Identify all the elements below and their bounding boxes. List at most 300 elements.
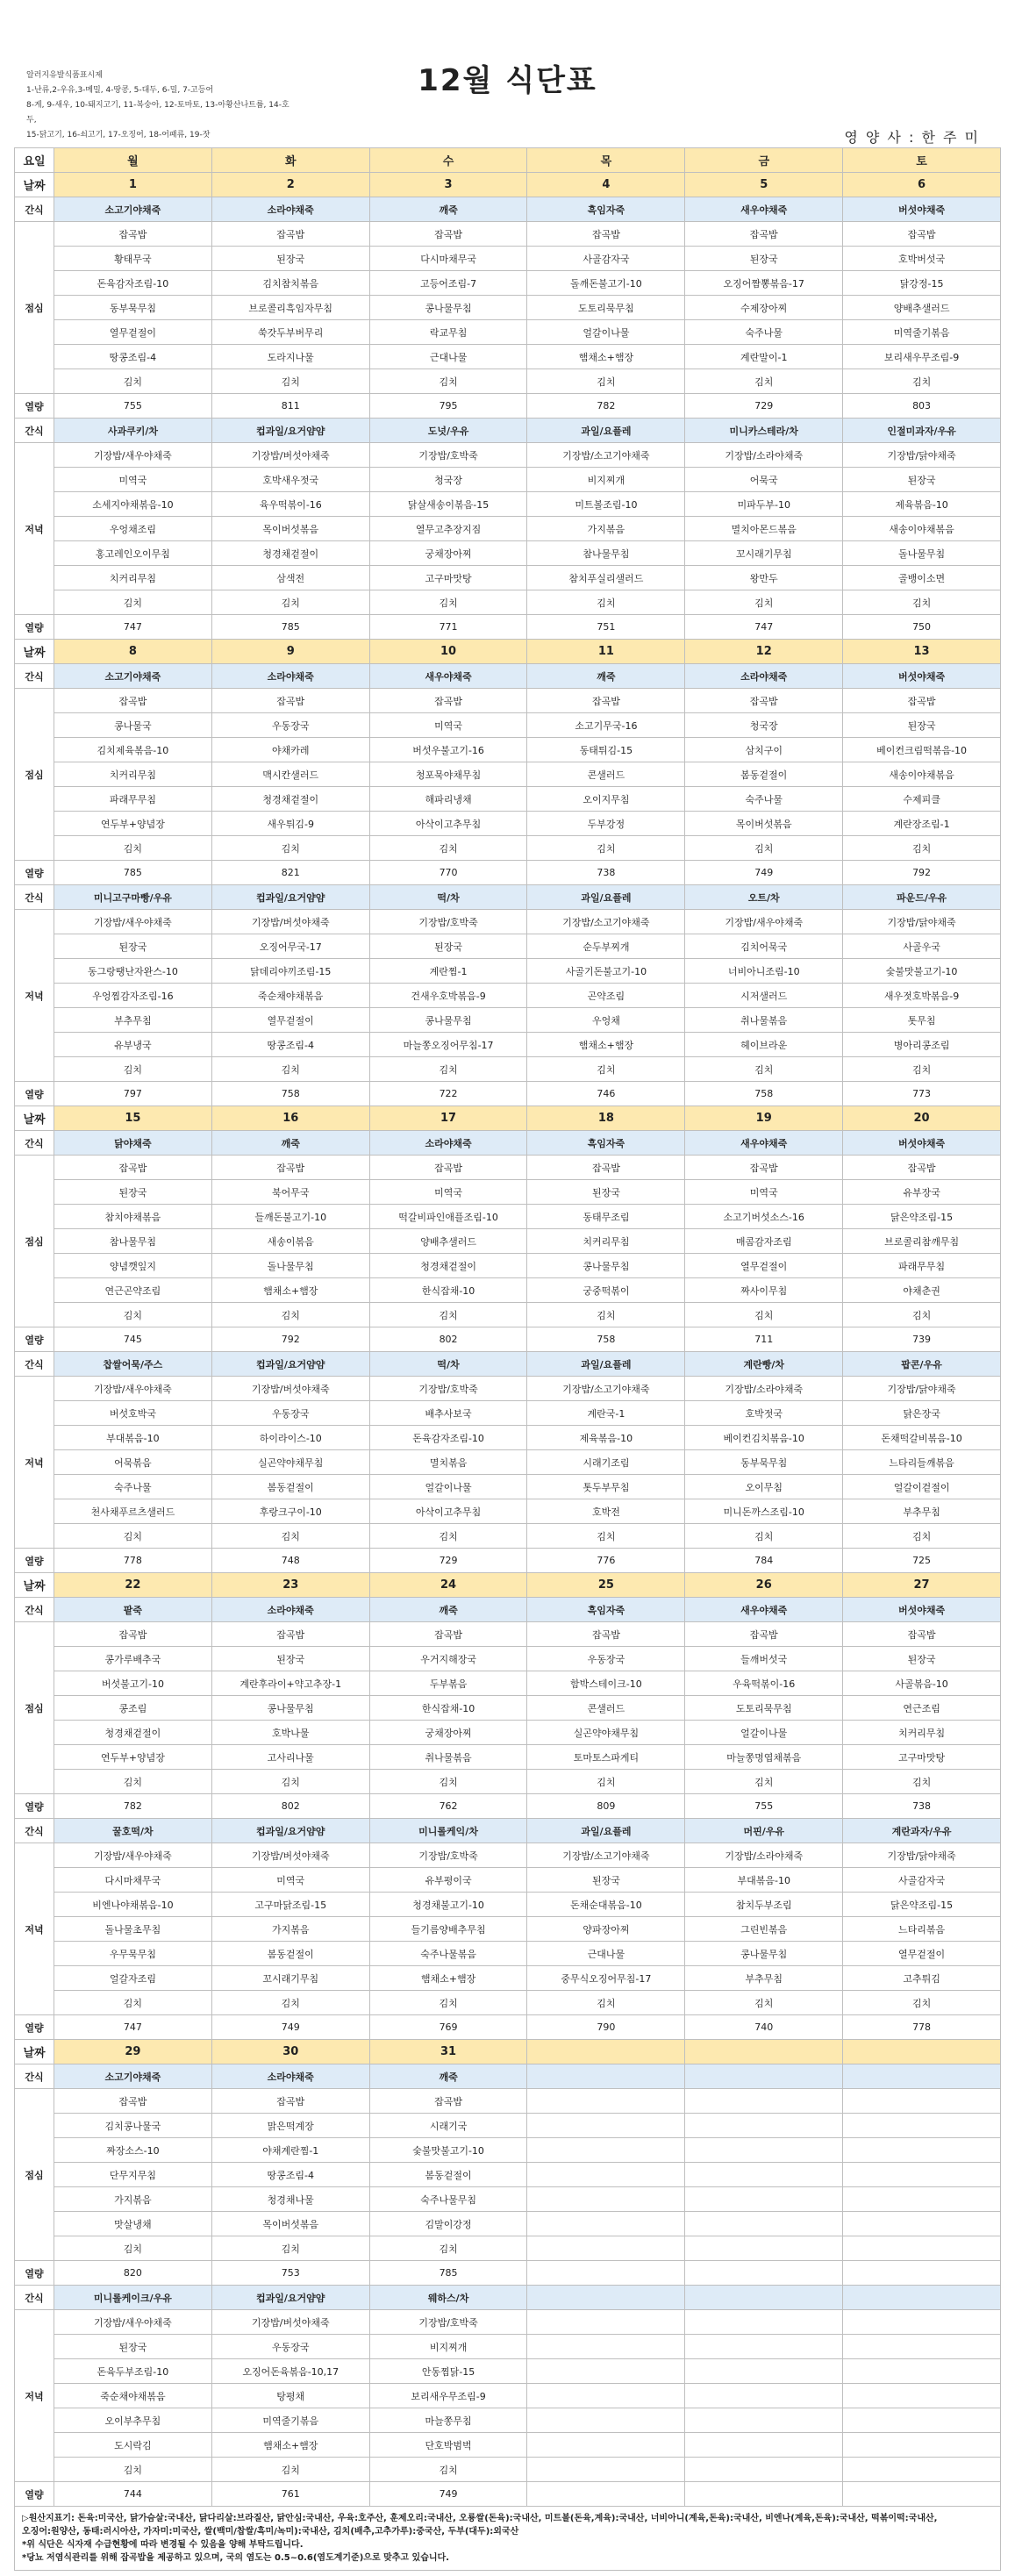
menu-item: 김치 — [685, 369, 843, 394]
menu-item: 김치 — [843, 1303, 1001, 1327]
menu-item: 기장밥/소라야채죽 — [685, 1843, 843, 1868]
kcal-label: 열량 — [15, 1549, 54, 1573]
dinner-row — [15, 1843, 1001, 1868]
menu-item: 근대나물 — [527, 1942, 685, 1966]
lunch-row — [15, 222, 1001, 247]
menu-item — [527, 2187, 685, 2212]
menu-item: 미니돈까스조림-10 — [685, 1499, 843, 1524]
menu-item: 시래기국 — [369, 2114, 527, 2138]
lunch-row — [15, 296, 1001, 320]
footer-line: *위 식단은 식자재 수급현황에 따라 변경될 수 있음을 양해 부탁드립니다. — [22, 2540, 304, 2550]
lunch-row — [15, 1205, 1001, 1229]
menu-item: 계란찜-1 — [369, 959, 527, 984]
menu-item: 우엉채 — [527, 1008, 685, 1033]
kcal-cell: 782 — [527, 394, 685, 419]
dinner-row — [15, 517, 1001, 541]
kcal-cell: 729 — [369, 1549, 527, 1573]
dinner-kcal-row — [15, 2015, 1001, 2040]
dinner-row — [15, 934, 1001, 959]
lunch-row — [15, 787, 1001, 812]
menu-item: 계란말이-1 — [685, 345, 843, 369]
date-cell: 20 — [843, 1106, 1001, 1131]
kcal-cell: 725 — [843, 1549, 1001, 1573]
menu-item: 우동장국 — [527, 1647, 685, 1671]
menu-item — [527, 2236, 685, 2261]
menu-item: 두부강정 — [527, 812, 685, 836]
lunch-row — [15, 738, 1001, 762]
menu-item: 들기름양배추무침 — [369, 1917, 527, 1942]
menu-item: 콩나물국 — [54, 713, 212, 738]
menu-item: 제육볶음-10 — [527, 1426, 685, 1450]
snack-cell: 소라야채죽 — [211, 1598, 369, 1622]
menu-item: 유부평이국 — [369, 1868, 527, 1893]
am-snack-row — [15, 1598, 1001, 1622]
menu-item: 어묵국 — [685, 468, 843, 492]
menu-item: 호박버섯국 — [843, 247, 1001, 271]
date-row — [15, 1573, 1001, 1598]
menu-item: 사골기돈불고기-10 — [527, 959, 685, 984]
menu-item: 청경채겉절이 — [54, 1721, 212, 1745]
snack-cell: 버섯야채죽 — [843, 197, 1001, 222]
menu-item: 수제장아찌 — [685, 296, 843, 320]
kcal-cell — [527, 2261, 685, 2286]
menu-item: 참치푸실리샐러드 — [527, 566, 685, 590]
menu-item: 소세지야채볶음-10 — [54, 492, 212, 517]
menu-item: 얼갈이나물 — [369, 1475, 527, 1499]
kcal-label: 열량 — [15, 394, 54, 419]
dinner-row — [15, 1942, 1001, 1966]
kcal-cell: 792 — [843, 861, 1001, 885]
menu-item: 김치 — [369, 590, 527, 615]
menu-item: 돌나물초무침 — [54, 1917, 212, 1942]
menu-item: 김치 — [685, 1770, 843, 1794]
kcal-cell: 758 — [211, 1082, 369, 1106]
kcal-cell: 770 — [369, 861, 527, 885]
snack-cell — [685, 2286, 843, 2310]
date-label: 날짜 — [15, 1106, 54, 1131]
menu-item: 잡곡밥 — [369, 1622, 527, 1647]
menu-item: 기장밥/닭야채죽 — [843, 443, 1001, 468]
dinner-row — [15, 959, 1001, 984]
menu-item: 돈채순대볶음-10 — [527, 1893, 685, 1917]
menu-item: 맑은떡계장 — [211, 2114, 369, 2138]
menu-item: 계란국-1 — [527, 1401, 685, 1426]
menu-item: 돌깨돈불고기-10 — [527, 271, 685, 296]
menu-item: 새송이야채볶음 — [843, 762, 1001, 787]
menu-item: 들깨버섯국 — [685, 1647, 843, 1671]
snack-cell: 깨죽 — [527, 664, 685, 689]
menu-item: 된장국 — [843, 1647, 1001, 1671]
menu-item: 기장밥/버섯야채죽 — [211, 2310, 369, 2335]
dinner-label: 저녁 — [15, 1843, 54, 2015]
pm-snack-row — [15, 419, 1001, 443]
lunch-kcal-row — [15, 1794, 1001, 1819]
menu-item: 된장국 — [527, 1868, 685, 1893]
menu-item: 미파두부-10 — [685, 492, 843, 517]
snack-cell — [527, 2064, 685, 2089]
menu-item: 천사채푸르츠샐러드 — [54, 1499, 212, 1524]
menu-item: 궁채장아찌 — [369, 541, 527, 566]
menu-item: 햄채소+햄장 — [527, 345, 685, 369]
menu-item: 느타리볶음 — [843, 1917, 1001, 1942]
menu-item — [527, 2335, 685, 2359]
kcal-cell: 782 — [54, 1794, 212, 1819]
menu-item: 된장국 — [211, 247, 369, 271]
weekday-cell: 목 — [527, 148, 685, 173]
kcal-cell: 811 — [211, 394, 369, 419]
footer-notes — [14, 2507, 1001, 2571]
date-cell: 5 — [685, 173, 843, 197]
menu-item: 미역국 — [54, 468, 212, 492]
date-cell: 10 — [369, 640, 527, 664]
am-snack-row — [15, 1131, 1001, 1156]
menu-item: 잡곡밥 — [527, 1622, 685, 1647]
kcal-cell: 722 — [369, 1082, 527, 1106]
menu-item: 톳두부무침 — [527, 1475, 685, 1499]
menu-item: 고구마맛탕 — [843, 1745, 1001, 1770]
dinner-row — [15, 1917, 1001, 1942]
menu-item: 된장국 — [843, 468, 1001, 492]
date-label: 날짜 — [15, 173, 54, 197]
snack-cell: 사과쿠키/차 — [54, 419, 212, 443]
menu-item: 치커리무침 — [527, 1229, 685, 1254]
kcal-cell: 711 — [685, 1327, 843, 1352]
menu-item — [527, 2114, 685, 2138]
menu-item: 목이버섯볶음 — [685, 812, 843, 836]
menu-item: 김치 — [54, 369, 212, 394]
menu-item: 콩조림 — [54, 1696, 212, 1721]
kcal-cell — [685, 2261, 843, 2286]
date-cell: 1 — [54, 173, 212, 197]
menu-item: 취나물볶음 — [369, 1745, 527, 1770]
menu-item: 병아리콩조림 — [843, 1033, 1001, 1057]
menu-item: 기장밥/닭야채죽 — [843, 910, 1001, 934]
nutritionist-name: 영 양 사 : 한 주 미 — [844, 129, 980, 146]
snack-cell: 인절미과자/우유 — [843, 419, 1001, 443]
snack-cell: 컵과일/요거얌얌 — [211, 1819, 369, 1843]
menu-item: 우동장국 — [211, 1401, 369, 1426]
menu-item: 떡갈비파인애플조림-10 — [369, 1205, 527, 1229]
menu-item: 치커리무침 — [843, 1721, 1001, 1745]
lunch-row — [15, 345, 1001, 369]
kcal-cell: 747 — [54, 2015, 212, 2040]
menu-item: 잡곡밥 — [54, 2089, 212, 2114]
menu-item: 김치 — [211, 369, 369, 394]
lunch-row — [15, 320, 1001, 345]
snack-cell: 소고기야채죽 — [54, 197, 212, 222]
dinner-row — [15, 1426, 1001, 1450]
menu-item: 느타리들깨볶음 — [843, 1450, 1001, 1475]
kcal-cell — [843, 2482, 1001, 2507]
menu-item: 들깨돈불고기-10 — [211, 1205, 369, 1229]
menu-item: 기장밥/닭야채죽 — [843, 1377, 1001, 1401]
menu-item: 오징어돈육볶음-10,17 — [211, 2359, 369, 2384]
menu-item: 봄동겉절이 — [211, 1942, 369, 1966]
menu-item: 참치야채볶음 — [54, 1205, 212, 1229]
menu-item: 버섯불고기-10 — [54, 1671, 212, 1696]
menu-item: 우무묵무침 — [54, 1942, 212, 1966]
menu-item: 동태무조림 — [527, 1205, 685, 1229]
menu-item: 김치 — [527, 1303, 685, 1327]
kcal-cell: 749 — [685, 861, 843, 885]
kcal-cell: 747 — [54, 615, 212, 640]
kcal-cell: 785 — [54, 861, 212, 885]
snack-cell: 컵과일/요거얌얌 — [211, 419, 369, 443]
menu-item: 실곤약야채무침 — [527, 1721, 685, 1745]
menu-item: 기장밥/소라야채죽 — [685, 443, 843, 468]
menu-item: 미역국 — [369, 713, 527, 738]
menu-item: 양파장아찌 — [527, 1917, 685, 1942]
menu-item: 오이지무침 — [527, 787, 685, 812]
menu-item: 사골볶음-10 — [843, 1671, 1001, 1696]
lunch-row — [15, 1721, 1001, 1745]
menu-item: 잡곡밥 — [685, 1156, 843, 1180]
menu-item: 오이무침 — [685, 1475, 843, 1499]
menu-item: 김치 — [211, 2236, 369, 2261]
menu-item — [685, 2433, 843, 2458]
menu-item: 닭데리야끼조림-15 — [211, 959, 369, 984]
menu-item: 토마토스파게티 — [527, 1745, 685, 1770]
dinner-label: 저녁 — [15, 910, 54, 1082]
menu-item: 파래무무침 — [843, 1254, 1001, 1278]
menu-item — [843, 2384, 1001, 2408]
menu-item: 오징어짬뽕볶음-17 — [685, 271, 843, 296]
menu-item: 콩나물무침 — [369, 1008, 527, 1033]
weekday-row — [15, 148, 1001, 173]
menu-item: 콩나물무침 — [369, 296, 527, 320]
menu-item: 얼갈이나물 — [685, 1721, 843, 1745]
menu-item: 닭은약조림-15 — [843, 1205, 1001, 1229]
menu-item: 땅콩조림-4 — [211, 2163, 369, 2187]
snack-label: 간식 — [15, 419, 54, 443]
menu-item: 숙주나물 — [54, 1475, 212, 1499]
weekday-cell: 수 — [369, 148, 527, 173]
menu-item: 하이라이스-10 — [211, 1426, 369, 1450]
lunch-row — [15, 1278, 1001, 1303]
menu-item: 김치콩나물국 — [54, 2114, 212, 2138]
menu-item: 양념깻잎지 — [54, 1254, 212, 1278]
dinner-row — [15, 1057, 1001, 1082]
menu-item: 김치 — [211, 590, 369, 615]
weekday-cell: 화 — [211, 148, 369, 173]
lunch-row — [15, 369, 1001, 394]
menu-item: 후랑크구이-10 — [211, 1499, 369, 1524]
menu-item: 김치 — [369, 836, 527, 861]
lunch-row — [15, 713, 1001, 738]
menu-item: 마늘쫑무침 — [369, 2408, 527, 2433]
menu-item: 김치 — [369, 2458, 527, 2482]
snack-label: 간식 — [15, 885, 54, 910]
menu-item: 실곤약야채무침 — [211, 1450, 369, 1475]
menu-item: 왕만두 — [685, 566, 843, 590]
menu-item: 기장밥/호박죽 — [369, 1843, 527, 1868]
menu-item — [843, 2212, 1001, 2236]
menu-item: 브로콜리흑임자무침 — [211, 296, 369, 320]
menu-item: 잡곡밥 — [54, 222, 212, 247]
menu-item — [843, 2335, 1001, 2359]
menu-item: 베이컨김치볶음-10 — [685, 1426, 843, 1450]
menu-item: 꼬시래기무침 — [685, 541, 843, 566]
menu-table — [14, 147, 1001, 2507]
snack-cell: 컵과일/요거얌얌 — [211, 1352, 369, 1377]
menu-item: 김치 — [54, 836, 212, 861]
allergy-line: 1-난류,2-우유,3-메밀, 4-땅콩, 5-대두, 6-밀, 7-고등어 — [26, 86, 214, 95]
kcal-cell: 758 — [685, 1082, 843, 1106]
menu-item — [527, 2359, 685, 2384]
snack-label: 간식 — [15, 1819, 54, 1843]
dinner-row — [15, 2310, 1001, 2335]
snack-cell: 컵과일/요거얌얌 — [211, 885, 369, 910]
menu-item: 된장국 — [54, 1180, 212, 1205]
menu-item: 오징어무국-17 — [211, 934, 369, 959]
menu-item: 김치 — [54, 1991, 212, 2015]
dinner-row — [15, 541, 1001, 566]
dinner-row — [15, 1524, 1001, 1549]
menu-item: 도토리묵무침 — [685, 1696, 843, 1721]
snack-label: 간식 — [15, 664, 54, 689]
menu-item: 우엉채조림 — [54, 517, 212, 541]
menu-item: 곤약조림 — [527, 984, 685, 1008]
menu-item: 참치두부조림 — [685, 1893, 843, 1917]
menu-item: 미역국 — [369, 1180, 527, 1205]
menu-item: 김치 — [211, 1770, 369, 1794]
snack-cell: 계란과자/우유 — [843, 1819, 1001, 1843]
menu-item: 김치 — [211, 1524, 369, 1549]
kcal-cell: 758 — [527, 1327, 685, 1352]
date-cell: 15 — [54, 1106, 212, 1131]
menu-item: 김치 — [54, 590, 212, 615]
snack-cell: 깨죽 — [369, 2064, 527, 2089]
dinner-row — [15, 2458, 1001, 2482]
menu-item: 잡곡밥 — [211, 689, 369, 713]
menu-item: 단무지무침 — [54, 2163, 212, 2187]
menu-item: 기장밥/새우야채죽 — [54, 2310, 212, 2335]
dinner-row — [15, 1008, 1001, 1033]
menu-item: 고등어조림-7 — [369, 271, 527, 296]
menu-item: 잡곡밥 — [369, 222, 527, 247]
lunch-label: 점심 — [15, 1622, 54, 1794]
menu-item: 기장밥/소라야채죽 — [685, 1377, 843, 1401]
date-label: 날짜 — [15, 2040, 54, 2064]
lunch-row — [15, 1671, 1001, 1696]
menu-item: 비지찌개 — [369, 2335, 527, 2359]
menu-item — [685, 2236, 843, 2261]
menu-item: 봄동겉절이 — [369, 2163, 527, 2187]
date-cell: 9 — [211, 640, 369, 664]
date-cell: 25 — [527, 1573, 685, 1598]
lunch-kcal-row — [15, 861, 1001, 885]
menu-item: 야채계란찜-1 — [211, 2138, 369, 2163]
kcal-cell: 738 — [843, 1794, 1001, 1819]
snack-cell: 소라야채죽 — [369, 1131, 527, 1156]
menu-item: 미역국 — [211, 1868, 369, 1893]
dinner-row — [15, 492, 1001, 517]
kcal-cell: 784 — [685, 1549, 843, 1573]
menu-item: 김치 — [843, 369, 1001, 394]
snack-cell: 흑임자죽 — [527, 1598, 685, 1622]
menu-item — [685, 2163, 843, 2187]
kcal-cell: 792 — [211, 1327, 369, 1352]
menu-item — [843, 2163, 1001, 2187]
menu-item: 고사리나물 — [211, 1745, 369, 1770]
menu-item: 오이부추무침 — [54, 2408, 212, 2433]
menu-item: 열무겉절이 — [843, 1942, 1001, 1966]
menu-item: 새송이볶음 — [211, 1229, 369, 1254]
lunch-row — [15, 2138, 1001, 2163]
kcal-cell: 761 — [211, 2482, 369, 2507]
menu-item: 청국장 — [685, 713, 843, 738]
menu-item: 잡곡밥 — [369, 689, 527, 713]
menu-item: 된장국 — [369, 934, 527, 959]
lunch-row — [15, 2163, 1001, 2187]
am-snack-row — [15, 2064, 1001, 2089]
menu-item: 안동찜닭-15 — [369, 2359, 527, 2384]
kcal-cell: 747 — [685, 615, 843, 640]
date-cell: 2 — [211, 173, 369, 197]
menu-item: 김치 — [527, 369, 685, 394]
menu-item: 김치 — [527, 836, 685, 861]
kcal-cell: 729 — [685, 394, 843, 419]
dinner-label: 저녁 — [15, 443, 54, 615]
dinner-row — [15, 1033, 1001, 1057]
lunch-row — [15, 2089, 1001, 2114]
menu-item: 꼬시래기무침 — [211, 1966, 369, 1991]
kcal-label: 열량 — [15, 1794, 54, 1819]
snack-cell: 팝콘/우유 — [843, 1352, 1001, 1377]
menu-item: 미역줄기볶음 — [211, 2408, 369, 2433]
date-cell: 26 — [685, 1573, 843, 1598]
menu-item: 비지찌개 — [527, 468, 685, 492]
menu-item: 수제피클 — [843, 787, 1001, 812]
menu-item: 보리새우무조림-9 — [369, 2384, 527, 2408]
menu-item: 순두부찌개 — [527, 934, 685, 959]
dinner-row — [15, 910, 1001, 934]
dinner-row — [15, 443, 1001, 468]
kcal-cell: 797 — [54, 1082, 212, 1106]
menu-item: 참나물무침 — [527, 541, 685, 566]
menu-item: 멸치볶음 — [369, 1450, 527, 1475]
lunch-label: 점심 — [15, 222, 54, 394]
menu-item: 잡곡밥 — [369, 2089, 527, 2114]
snack-cell: 깨죽 — [369, 197, 527, 222]
menu-item — [685, 2310, 843, 2335]
footer-line: *당뇨 저염식관리를 위해 잡곡밥을 제공하고 있으며, 국의 염도는 0.5~0.6(염도계기준)으로 맞추고 있습니다. — [22, 2553, 449, 2563]
menu-item: 근대나물 — [369, 345, 527, 369]
menu-item: 열무겉절이 — [54, 320, 212, 345]
dinner-row — [15, 2335, 1001, 2359]
kcal-cell: 802 — [369, 1327, 527, 1352]
snack-cell: 깨죽 — [369, 1598, 527, 1622]
menu-item: 부대볶음-10 — [54, 1426, 212, 1450]
date-cell: 8 — [54, 640, 212, 664]
menu-item: 건새우호박볶음-9 — [369, 984, 527, 1008]
menu-item: 김치 — [527, 1057, 685, 1082]
menu-item: 단호박범벅 — [369, 2433, 527, 2458]
menu-item: 우동장국 — [211, 713, 369, 738]
menu-item: 잡곡밥 — [843, 1156, 1001, 1180]
menu-item: 삼색전 — [211, 566, 369, 590]
menu-item: 기장밥/새우야채죽 — [685, 910, 843, 934]
menu-item: 김치 — [685, 1524, 843, 1549]
lunch-label: 점심 — [15, 689, 54, 861]
kcal-cell: 749 — [369, 2482, 527, 2507]
lunch-label: 점심 — [15, 1156, 54, 1327]
snack-label: 간식 — [15, 1352, 54, 1377]
menu-item: 참나물무침 — [54, 1229, 212, 1254]
snack-cell: 과일/요플레 — [527, 885, 685, 910]
date-cell: 22 — [54, 1573, 212, 1598]
snack-label: 간식 — [15, 197, 54, 222]
